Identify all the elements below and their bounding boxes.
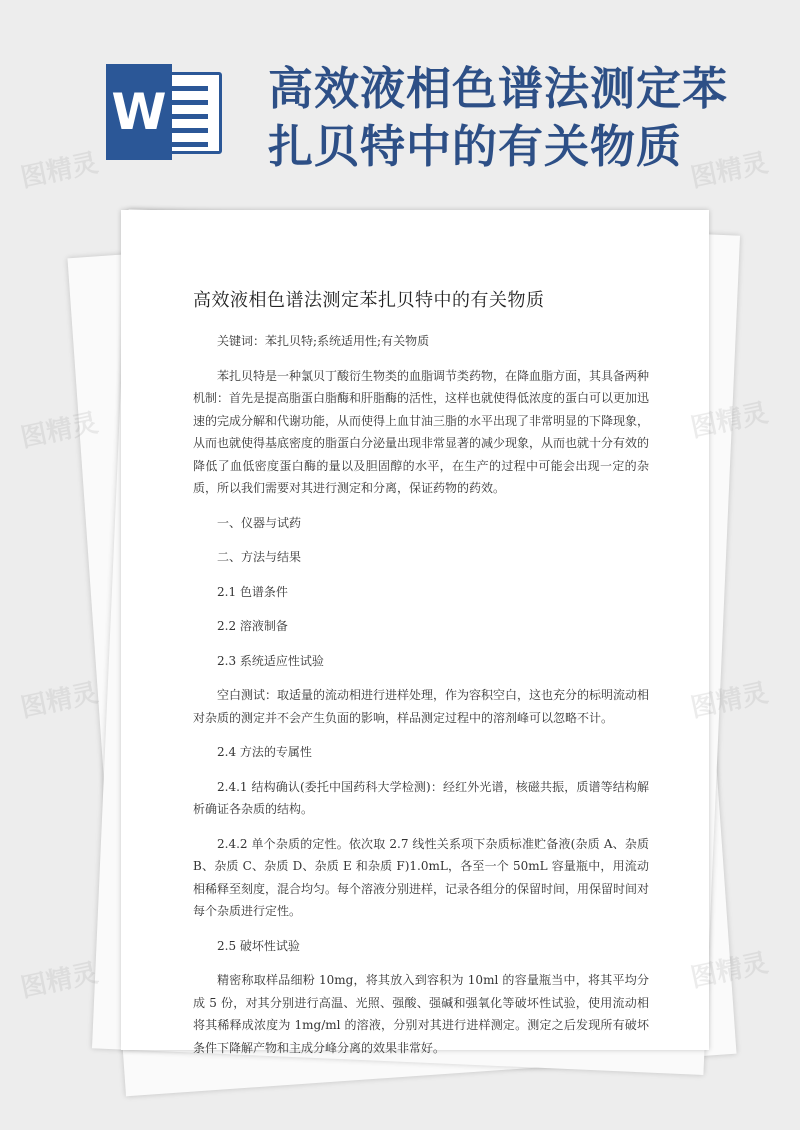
subsection-2-1: 2.1 色谱条件 [217, 584, 288, 599]
watermark: 图精灵 [18, 148, 101, 194]
subsection-2-3: 2.3 系统适应性试验 [217, 653, 324, 668]
section-heading-2: 二、方法与结果 [217, 550, 302, 564]
document-body [193, 330, 649, 1059]
paragraph-2-5: 精密称取样品细粉 10mg，将其放入到容积为 10ml 的容量瓶当中，将其平均分成 5 份，对其分别进行高温、光照、强酸、强碱和强氧化等破坏性试验，使用流动相将其稀释成浓度为 1mg/ml 的溶液，分别对其进行进样测定。测定之后发现所有破坏条件下降解产物和主成分峰分离的效果非常好。 [193, 973, 649, 1055]
section-heading-1: 一、仪器与试药 [217, 515, 302, 530]
document-title: 高效液相色谱法测定苯扎贝特中的有关物质 [193, 290, 545, 311]
subsection-2-4: 2.4 方法的专属性 [217, 745, 312, 759]
subsection-2-5: 2.5 破坏性试验 [217, 938, 300, 953]
header-title: 高效液相色谱法测定苯扎贝特中的有关物质 [268, 62, 729, 173]
paragraph-2-3: 空白测试：取适量的流动相进行进样处理，作为容积空白，这也充分的标明流动相对杂质的测定并不会产生负面的影响，样品测定过程中的溶剂峰可以忽略不计。 [193, 688, 650, 725]
word-logo-icon [106, 64, 222, 160]
keywords: 关键词：苯扎贝特;系统适用性;有关物质 [217, 334, 430, 348]
watermark: 图精灵 [18, 678, 101, 724]
watermark: 图精灵 [18, 958, 101, 1004]
paragraph-2-4-1: 2.4.1 结构确认(委托中国药科大学检测)：经红外光谱，核磁共振，质谱等结构解析确证各杂质的结构。 [193, 779, 649, 816]
document-page [121, 210, 709, 1055]
paragraph-2-4-2: 2.4.2 单个杂质的定性。依次取 2.7 线性关系项下杂质标准贮备液(杂质 A、杂质 B、杂质 C、杂质 D、杂质 E 和杂质 F)1.0mL，各至一个 50mL 容量瓶中，用流动相稀释至刻度，混合均匀。每个溶液分别进样，记录各组分的保留时间，用保留时间对每个杂质进行定性。 [193, 836, 650, 918]
logo-letter: W [106, 64, 172, 160]
intro-paragraph: 苯扎贝特是一种氯贝丁酸衍生物类的血脂调节类药物，在降血脂方面，其具备两种机制：首先是提高脂蛋白脂酶和肝脂酶的活性，这样也就使得低浓度的蛋白可以更加迅速的完成分解和代谢功能，从而使得上血甘油三脂的水平出现了非常明显的下降现象，从而也就使得基底密度的脂蛋白分泌量出现非常显著的减少现象，从而也就十分有效的降低了血低密度蛋白酶的量以及胆固醇的水平，在生产的过程中可能会出现一定的杂质，所以我们需要对其进行测定和分离，保证药物的药效。 [193, 368, 650, 495]
watermark: 图精灵 [688, 148, 771, 194]
watermark: 图精灵 [688, 678, 771, 724]
watermark: 图精灵 [18, 408, 101, 454]
subsection-2-2: 2.2 溶液制备 [217, 619, 288, 633]
